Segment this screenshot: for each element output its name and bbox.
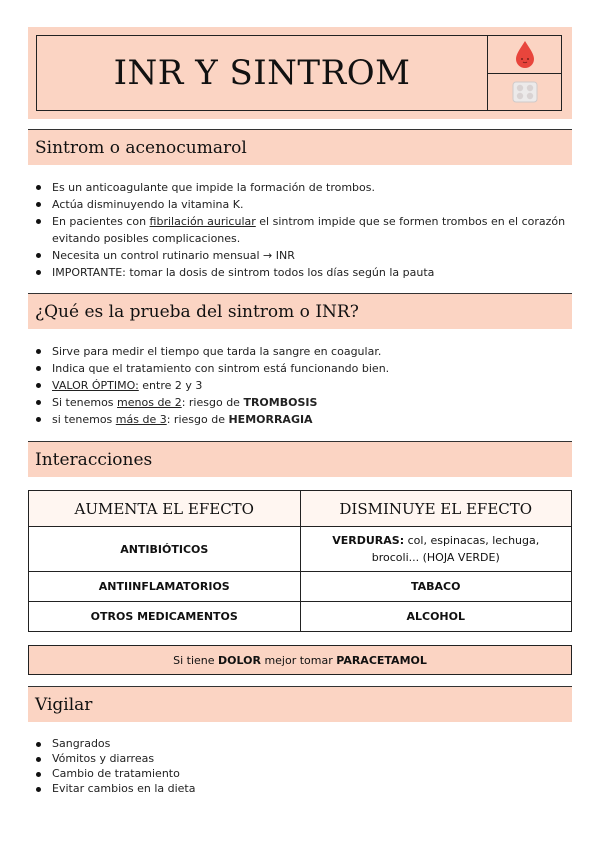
- list-item: Evitar cambios en la dieta: [30, 781, 568, 796]
- section-title-interacciones: Interacciones: [28, 441, 572, 477]
- text: Si tiene: [173, 653, 219, 667]
- list-item: Es un anticoagulante que impide la formación de trombos.: [30, 179, 568, 196]
- bold-term: PARACETAMOL: [336, 653, 427, 667]
- sintrom-list: [30, 179, 568, 281]
- bold-term: HEMORRAGIA: [228, 413, 313, 426]
- underlined-term: VALOR ÓPTIMO:: [52, 379, 139, 392]
- text: : riesgo de: [181, 396, 244, 409]
- list-item: [30, 394, 568, 411]
- tip-box: [28, 645, 572, 675]
- list-item: IMPORTANTE: tomar la dosis de sintrom todos los días según la pauta: [30, 264, 568, 281]
- underlined-term: más de 3: [115, 413, 167, 426]
- text: En pacientes con: [52, 215, 150, 228]
- vigilar-list: [30, 736, 568, 796]
- column-header: DISMINUYE EL EFECTO: [300, 491, 572, 527]
- underlined-term: menos de 2: [117, 396, 182, 409]
- list-item: Cambio de tratamiento: [30, 766, 568, 781]
- list-item: [30, 213, 568, 247]
- header-box: [36, 35, 562, 111]
- list-item: Indica que el tratamiento con sintrom está funcionando bien.: [30, 360, 568, 377]
- table-header-row: [29, 491, 572, 527]
- list-item: Necesita un control rutinario mensual → INR: [30, 247, 568, 264]
- section-title-vigilar: Vigilar: [28, 686, 572, 722]
- header-icons: [487, 36, 561, 110]
- underlined-term: fibrilación auricular: [149, 215, 256, 228]
- text: col, espinacas, lechuga, brocoli... (HOJA VERDE): [371, 534, 540, 564]
- bold-term: TROMBOSIS: [243, 396, 318, 409]
- interactions-table: [28, 490, 572, 632]
- column-header: AUMENTA EL EFECTO: [29, 491, 301, 527]
- list-item: Actúa disminuyendo la vitamina K.: [30, 196, 568, 213]
- list-item: [30, 377, 568, 394]
- table-row: [29, 602, 572, 632]
- blood-drop-icon: [488, 36, 561, 73]
- text: mejor tomar: [260, 653, 337, 667]
- table-cell: ALCOHOL: [300, 602, 572, 632]
- section-title-sintrom: Sintrom o acenocumarol: [28, 129, 572, 165]
- text: : riesgo de: [166, 413, 229, 426]
- bold-term: VERDURAS:: [332, 534, 405, 547]
- list-item: [30, 411, 568, 428]
- table-row: [29, 572, 572, 602]
- table-cell: [300, 527, 572, 572]
- pills-icon: [488, 73, 561, 111]
- table-cell: OTROS MEDICAMENTOS: [29, 602, 301, 632]
- text: si tenemos: [52, 413, 116, 426]
- inr-list: [30, 343, 568, 428]
- list-item: Sirve para medir el tiempo que tarda la sangre en coagular.: [30, 343, 568, 360]
- page-title: INR Y SINTROM: [113, 53, 411, 93]
- list-item: Sangrados: [30, 736, 568, 751]
- text: entre 2 y 3: [138, 379, 203, 392]
- list-item: Vómitos y diarreas: [30, 751, 568, 766]
- table-cell: ANTIBIÓTICOS: [29, 527, 301, 572]
- table-cell: ANTIINFLAMATORIOS: [29, 572, 301, 602]
- table-cell: TABACO: [300, 572, 572, 602]
- text: Si tenemos: [52, 396, 118, 409]
- bold-term: DOLOR: [218, 653, 261, 667]
- text: el sintrom impide que se formen trombos en el corazón evitando posibles complicaciones.: [52, 215, 566, 245]
- section-title-inr: ¿Qué es la prueba del sintrom o INR?: [28, 293, 572, 329]
- table-row: [29, 527, 572, 572]
